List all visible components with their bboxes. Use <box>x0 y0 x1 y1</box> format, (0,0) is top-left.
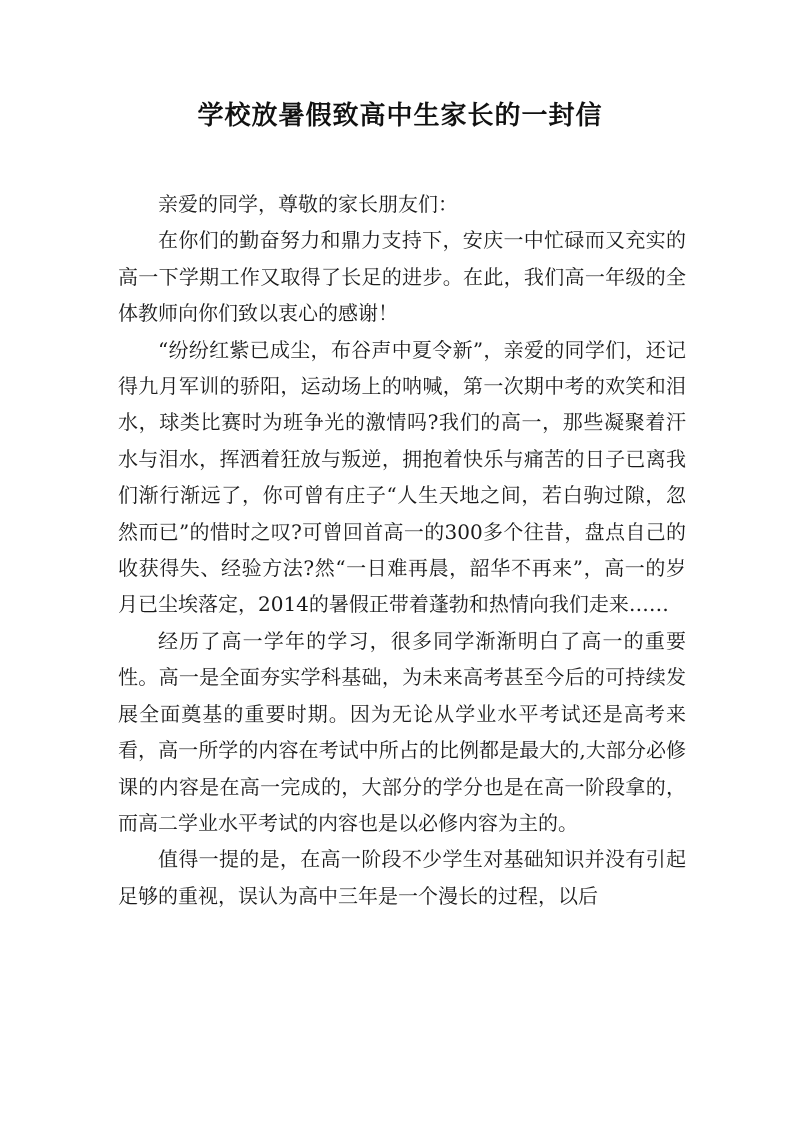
salutation-paragraph: 亲爱的同学，尊敬的家长朋友们： <box>158 192 458 216</box>
paragraph-thanks: 在你们的勤奋努力和鼎力支持下，安庆一中忙碌而又充实的高一下学期工作又取得了长足的进步。在此，我们高一年级的全体教师向你们致以衷心的感谢！ <box>118 228 686 326</box>
paragraph-importance: 经历了高一学年的学习，很多同学渐渐明白了高一的重要性。高一是全面夯实学科基础，为未来高考甚至今后的可持续发展全面奠基的重要时期。因为无论从学业水平考试还是高考来看，高一所学的内容在考试中所占的比例都是最大的,大部分必修课的内容是在高一完成的，大部分的学分也是在高一阶段拿的，而高二学业水平考试的内容也是以必修内容为主的。 <box>118 628 686 835</box>
letter-body <box>118 186 686 914</box>
paragraph-memories: “纷纷红紫已成尘，布谷声中夏令新”，亲爱的同学们，还记得九月军训的骄阳，运动场上的呐喊，第一次期中考的欢笑和泪水，球类比赛时为班争光的激情吗?我们的高一，那些凝聚着汗水与泪水，挥洒着狂放与叛逆，拥抱着快乐与痛苦的日子已离我们渐行渐远了，你可曾有庄子“人生天地之间，若白驹过隙，忽然而已”的惜时之叹?可曾回首高一的300多个往昔，盘点自己的收获得失、经验方法?然“一日难再晨，韶华不再来”，高一的岁月已尘埃落定，2014的暑假正带着蓬勃和热情向我们走来…… <box>118 337 686 617</box>
document-title: 学校放暑假致高中生家长的一封信 <box>197 101 603 131</box>
paragraph-notice: 值得一提的是，在高一阶段不少学生对基础知识并没有引起足够的重视，误认为高中三年是一个漫长的过程，以后 <box>118 847 686 908</box>
